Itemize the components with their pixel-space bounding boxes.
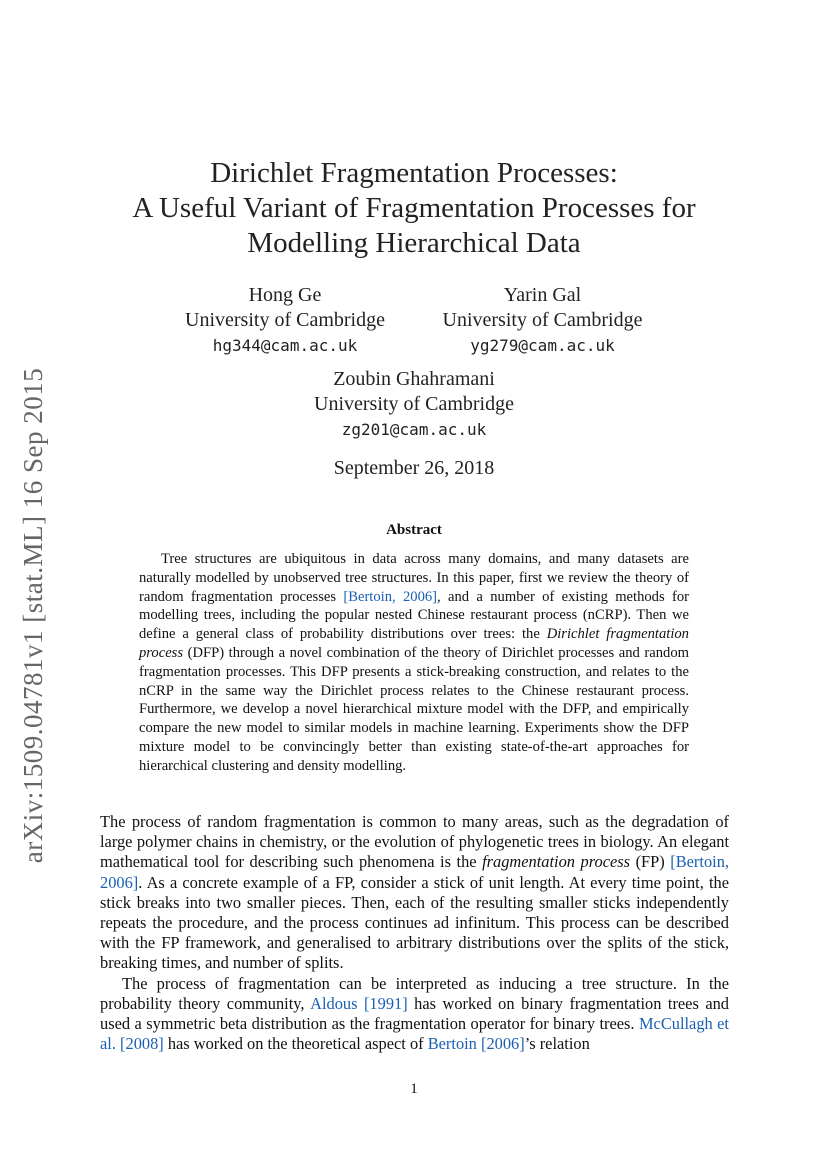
author-block	[430, 283, 655, 358]
abstract-text	[139, 550, 689, 776]
author-email[interactable]: hg344@cam.ac.uk	[212, 336, 358, 355]
arxiv-stamp-text: arXiv:1509.04781v1 [stat.ML] 16 Sep 2015	[18, 367, 49, 863]
citation-year-link[interactable]: [2008]	[115, 1034, 164, 1054]
page-number: 1	[410, 1081, 418, 1097]
citation-year-link[interactable]: [1991]	[357, 993, 408, 1013]
author-name: Zoubin Ghahramani	[333, 368, 495, 390]
text-span: has worked on the theoretical aspect of	[163, 1034, 428, 1054]
text-span: The process of fragmentation can be interpreted as inducing a tree structure. In the probability theory community,	[100, 973, 729, 1013]
text-span: (FP)	[630, 852, 671, 872]
author-affiliation: University of Cambridge	[185, 309, 385, 331]
abstract-sentence: (DFP) through a novel combination of the theory of Dirichlet processes and random fragmentation processes. This DFP presents a stick-breaking construction, and relates to the nCRP in the same way the Dirichlet process relates to the Chinese restaurant process. Furthermore, we develop a novel hierarchical mixture model with the DFP, and empirically compare the new model to similar models in machine learning. Experiments show the DFP mixture model to be convincingly better than existing state-of-the-art approaches for hierarchical clustering and density modelling.	[139, 644, 689, 774]
citation-link[interactable]: [Bertoin, 2006]	[100, 852, 729, 892]
citation-link[interactable]: Bertoin	[427, 1034, 477, 1054]
emphasis-term: fragmentation process	[482, 852, 631, 872]
title-line-2: A Useful Variant of Fragmentation Processes for	[132, 192, 696, 224]
abstract-sentence: , and a number of existing methods for modelling trees, including the popular nested Chinese restaurant process (nCRP). Then we define a general class of probability distributions over trees: the	[139, 588, 690, 643]
text-span: . As a concrete example of a FP, consider a stick of unit length. At every time point, the stick breaks into two smaller pieces. Then, each of the resulting smaller sticks independently repeats the procedure, and the process continues ad infinitum. This process can be described with the FP framework, and generalised to arbitrary distributions over the splits of the stick, breaking times, and number of splits.	[100, 872, 729, 973]
citation-link[interactable]: Aldous	[310, 993, 358, 1013]
author-affiliation: University of Cambridge	[442, 309, 643, 331]
emphasis-term: Dirichlet fragmentation process	[139, 626, 689, 661]
paragraph	[100, 974, 729, 1055]
author-block	[295, 367, 533, 442]
author-name: Hong Ge	[248, 284, 322, 306]
citation-link[interactable]: McCullagh et al.	[100, 1014, 729, 1054]
title-line-1: Dirichlet Fragmentation Processes:	[210, 157, 618, 189]
paragraph	[100, 812, 729, 974]
author-affiliation: University of Cambridge	[314, 393, 514, 415]
author-email[interactable]: zg201@cam.ac.uk	[341, 420, 487, 439]
text-span: The process of random fragmentation is common to many areas, such as the degradation of large polymer chains in chemistry, or the evolution of phylogenetic trees in biology. An elegant mathematical tool for describing such phenomena is the	[100, 812, 729, 872]
text-span: ’s relation	[524, 1034, 590, 1054]
author-name: Yarin Gal	[503, 284, 582, 306]
paper-title	[100, 156, 728, 261]
abstract-sentence: Tree structures are ubiquitous in data across many domains, and many datasets are naturally modelled by unobserved tree structures. In this paper, first we review the theory of random fragmentation processes	[139, 551, 689, 605]
body-text	[100, 812, 729, 1054]
text-span: has worked on binary fragmentation trees and used a symmetric beta distribution as the fragmentation operator for binary trees.	[100, 993, 729, 1034]
paper-date: September 26, 2018	[333, 457, 495, 479]
citation-link[interactable]: [Bertoin, 2006]	[343, 588, 438, 605]
citation-year-link[interactable]: [2006]	[476, 1034, 525, 1054]
author-email[interactable]: yg279@cam.ac.uk	[470, 336, 615, 355]
title-line-3: Modelling Hierarchical Data	[247, 227, 581, 259]
arxiv-stamp	[14, 360, 54, 870]
author-block	[170, 283, 400, 358]
abstract-heading: Abstract	[386, 522, 442, 538]
